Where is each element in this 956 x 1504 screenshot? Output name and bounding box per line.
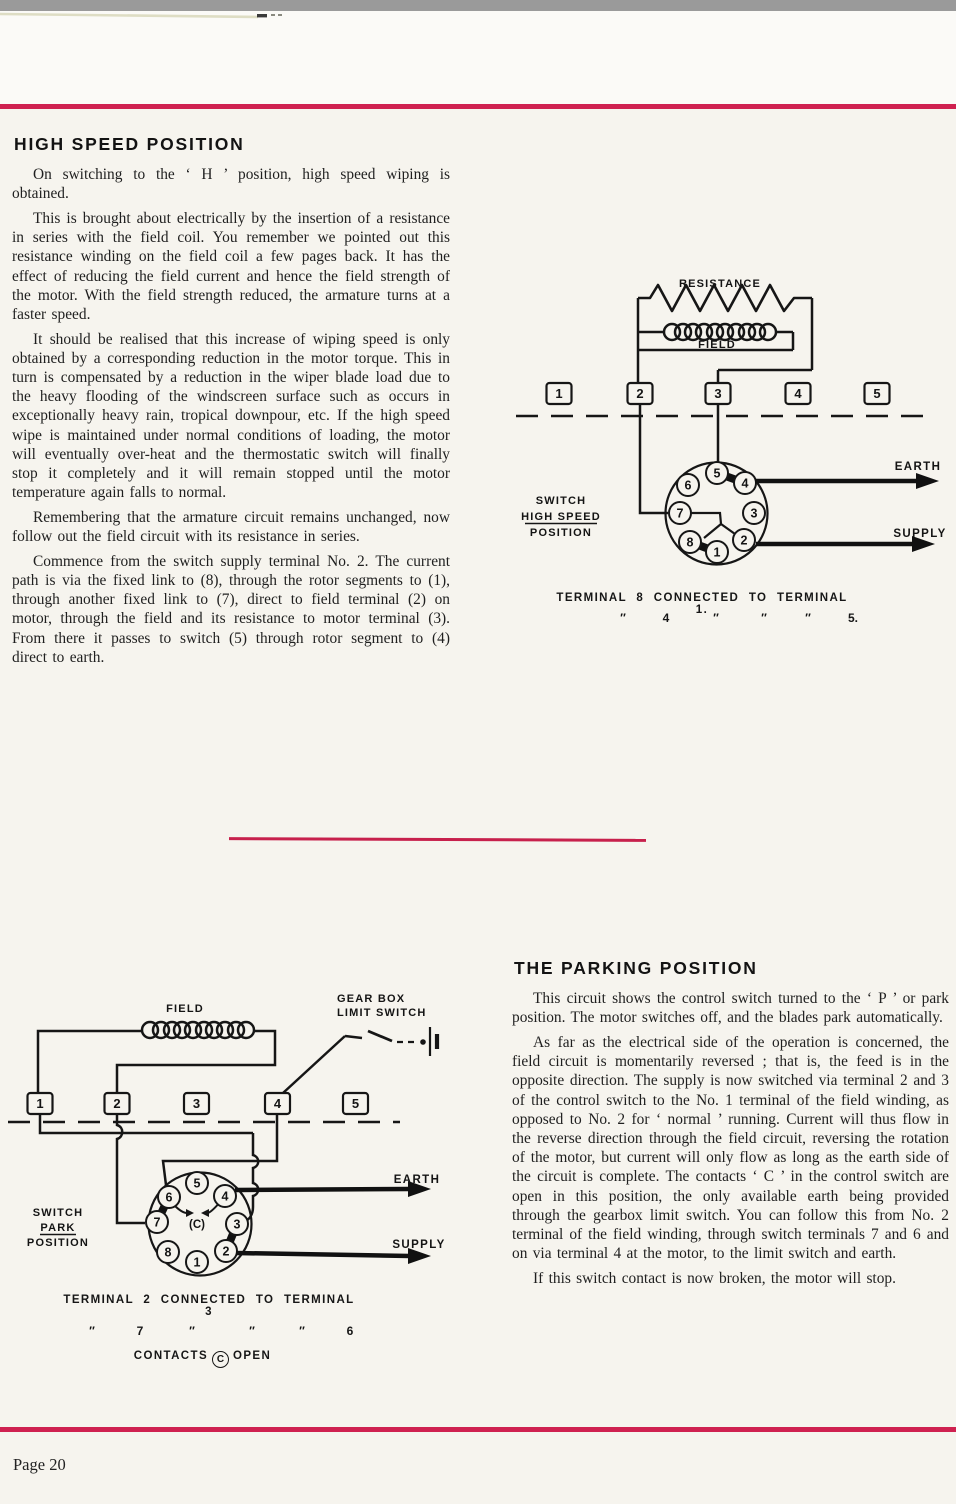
ditto-mark: ″: [89, 1324, 95, 1338]
switch-position-label: [27, 1207, 89, 1249]
ditto-mark: ″: [189, 1324, 195, 1338]
svg-text:2: 2: [222, 1244, 230, 1259]
contacts-open-pre: CONTACTS: [133, 1350, 209, 1362]
svg-text:4: 4: [741, 476, 749, 491]
parking-section: [512, 958, 949, 1294]
paragraph: If this switch contact is now broken, the motor will stop.: [533, 1269, 896, 1287]
ditto-mark: ″: [805, 611, 811, 625]
terminal-box-4: [265, 1093, 290, 1114]
svg-text:SWITCH: SWITCH: [535, 495, 587, 507]
top-divider-rule: [0, 104, 956, 109]
field-coil: [664, 324, 776, 340]
terminal-strip: [547, 383, 890, 404]
ditto-mark: ″: [299, 1324, 305, 1338]
mid-divider-rule: [229, 837, 646, 842]
scan-artifact-line: [0, 0, 956, 30]
gearbox-limit-switch: [283, 993, 437, 1093]
rotor-center-contact: (C): [189, 1219, 205, 1231]
field-coil: [142, 1022, 254, 1038]
svg-text:4: 4: [794, 386, 802, 401]
earth-label: EARTH: [393, 1174, 441, 1186]
svg-text:HIGH SPEED: HIGH SPEED: [521, 511, 601, 523]
caption-terminal-number: 5.: [847, 611, 859, 625]
svg-text:1: 1: [193, 1255, 201, 1270]
paragraph: As far as the electrical side of the operation is concerned, the field circuit is momentarily reversed ; that is, the feed is in the opposite direction. The supply is now switched via terminal 2 and 3 of the control switch to the No. 1 terminal of the field winding, as opposed to No. 2 for ‘ normal ’ running. Current will thus flow in the reverse direction through the field circuit, reversing the rotation of the motor, but current will only flow as long as the earth side of the circuit is complete. The contacts ‘ C ’ in the control switch are open in this position, the only available earth being provided through the gearbox limit switch. You can follow this from No. 2 terminal of the field winding, through switch terminals 7 and 6 and on via terminal 4 at the motor, to the limit switch and earth.: [512, 1033, 949, 1263]
svg-text:3: 3: [750, 506, 758, 521]
switch-wiring: [640, 404, 718, 513]
svg-text:4: 4: [273, 1096, 282, 1111]
high-speed-caption-line1: TERMINAL 8 CONNECTED TO TERMINAL 1.: [556, 592, 848, 616]
caption-terminal-number: 6: [346, 1324, 354, 1338]
svg-text:5: 5: [713, 466, 721, 481]
svg-text:8: 8: [686, 535, 694, 550]
terminal-box-2: [628, 383, 653, 404]
paragraph: This circuit shows the control switch turned to the ‘ P ’ or park position. The motor switches off, and the blades park automatically.: [512, 990, 949, 1027]
earth-arrow: [755, 461, 941, 489]
circled-c-icon: C: [212, 1351, 229, 1368]
ditto-mark: ″: [249, 1324, 255, 1338]
svg-text:4: 4: [221, 1189, 229, 1204]
resistance-label: RESISTANCE: [678, 278, 762, 290]
svg-text:5: 5: [193, 1176, 201, 1191]
svg-text:POSITION: POSITION: [26, 1237, 90, 1249]
field-wiring: [38, 1031, 275, 1093]
supply-arrow: [236, 1239, 446, 1264]
supply-arrow: [756, 528, 947, 552]
park-caption-contacts: [95, 1350, 310, 1368]
terminal-box-5: [865, 383, 890, 404]
svg-text:3: 3: [192, 1096, 201, 1111]
field-label: FIELD: [698, 339, 736, 351]
open-contact-arrows: [174, 1201, 221, 1231]
page-number: Page 20: [13, 1455, 66, 1474]
paragraph: It should be realised that this increase of wiping speed is only obtained by a corresponding reduction in the motor torque. This in turn is compensated by a reduction in the wiper blade load due to the heavy flooding of the windscreen surface such as occurs in exceptionally heavy rain, tropical downpour, etc. If the high speed wipe is maintained under normal conditions of loading, the motor will eventually over-heat and the thermostatic switch will finally stop it completely and it will remain stopped until the motor temperature again falls to normal.: [12, 330, 450, 502]
svg-text:8: 8: [164, 1245, 172, 1260]
caption-terminal-number: 4: [662, 611, 670, 625]
svg-text:6: 6: [684, 478, 692, 493]
bottom-divider-rule: [0, 1427, 956, 1432]
svg-text:PARK: PARK: [40, 1222, 76, 1234]
earth-label: EARTH: [894, 461, 942, 473]
ditto-mark: ″: [620, 611, 626, 625]
svg-text:SWITCH: SWITCH: [32, 1207, 84, 1219]
svg-text:5: 5: [351, 1096, 360, 1111]
park-circuit-diagram: [0, 985, 470, 1285]
terminal-strip: [28, 1093, 369, 1114]
high-speed-section: [12, 134, 450, 673]
paragraph: This is brought about electrically by the insertion of a resistance in series with the field coil. You remember we pointed out this resistance winding on the field coil a few pages back. It has the effect of reducing the field current and hence the field strength of the motor. With the field strength reduced, the armature turns at a faster speed.: [12, 209, 450, 323]
svg-text:1: 1: [36, 1096, 44, 1111]
supply-label: SUPPLY: [392, 1239, 446, 1251]
rotor-switch: [666, 462, 768, 565]
parking-heading: THE PARKING POSITION: [514, 958, 758, 978]
svg-text:GEAR BOX: GEAR BOX: [337, 993, 406, 1005]
paragraph: Remembering that the armature circuit remains unchanged, now follow out the field circuit with its resistance in series.: [12, 508, 450, 546]
svg-text:2: 2: [636, 386, 644, 401]
svg-text:5: 5: [873, 386, 881, 401]
svg-text:1: 1: [713, 545, 721, 560]
svg-text:7: 7: [676, 506, 684, 521]
terminal-box-5: [343, 1093, 368, 1114]
ditto-mark: ″: [713, 611, 719, 625]
svg-text:LIMIT SWITCH: LIMIT SWITCH: [337, 1007, 427, 1019]
paragraph: Commence from the switch supply terminal No. 2. The current path is via the fixed link to (8), through the rotor segments to (1), through another fixed link to (7), direct to field terminal (2) on motor, through the field and its resistance to motor terminal (3). From there it passes to switch (5) through rotor segment to (4) direct to earth.: [12, 552, 450, 666]
high-speed-circuit-diagram: [496, 255, 956, 587]
supply-label: SUPPLY: [893, 528, 947, 540]
high-speed-heading: HIGH SPEED POSITION: [14, 134, 245, 154]
terminal-box-2: [105, 1093, 130, 1114]
svg-text:2: 2: [113, 1096, 121, 1111]
terminal-box-1: [547, 383, 572, 404]
terminal-box-3: [184, 1093, 209, 1114]
terminal-box-4: [786, 383, 811, 404]
rotor-switch: [146, 1172, 252, 1276]
svg-text:6: 6: [165, 1190, 173, 1205]
park-caption-line1: TERMINAL 2 CONNECTED TO TERMINAL 3: [63, 1294, 355, 1318]
svg-text:7: 7: [153, 1215, 161, 1230]
ditto-mark: ″: [761, 611, 767, 625]
terminal-box-3: [706, 383, 731, 404]
switch-position-label: [521, 495, 601, 539]
svg-text:POSITION: POSITION: [529, 527, 593, 539]
svg-text:3: 3: [233, 1217, 241, 1232]
svg-text:2: 2: [740, 533, 748, 548]
field-label: FIELD: [166, 1003, 204, 1015]
svg-text:3: 3: [714, 386, 722, 401]
caption-terminal-number: 7: [136, 1324, 144, 1338]
svg-text:1: 1: [555, 386, 563, 401]
contacts-open-post: OPEN: [233, 1350, 272, 1362]
earth-arrow: [235, 1174, 440, 1197]
terminal-box-1: [28, 1093, 53, 1114]
paragraph: On switching to the ‘ H ’ position, high speed wiping is obtained.: [12, 166, 450, 203]
